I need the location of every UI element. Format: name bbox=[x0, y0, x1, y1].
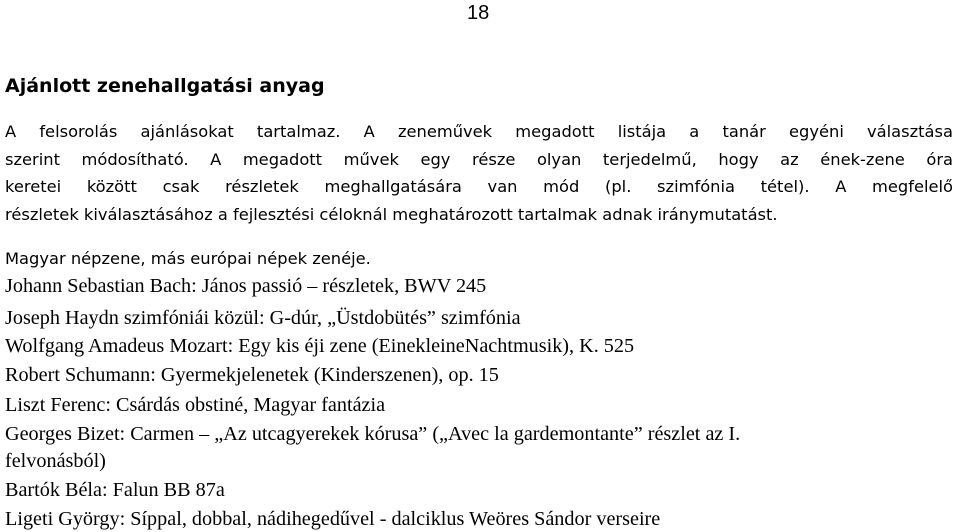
work-item: Robert Schumann: Gyermekjelenetek (Kinderszenen), op. 15 bbox=[5, 364, 499, 386]
section-heading: Ajánlott zenehallgatási anyag bbox=[5, 75, 325, 97]
work-item: Wolfgang Amadeus Mozart: Egy kis éji zene (EinekleineNachtmusik), K. 525 bbox=[5, 335, 635, 357]
intro-line: A felsorolás ajánlásokat tartalmaz. A zeneművek megadott listája a tanár egyéni választása bbox=[5, 122, 953, 141]
work-item: Joseph Haydn szimfóniái közül: G-dúr, „Üstdobütés” szimfónia bbox=[5, 307, 521, 329]
work-item: Liszt Ferenc: Csárdás obstiné, Magyar fantázia bbox=[5, 394, 386, 416]
work-item: Bartók Béla: Falun BB 87a bbox=[5, 479, 225, 501]
page-number: 18 bbox=[467, 2, 490, 24]
intro-line: keretei között csak részletek meghallgatására van mód (pl. szimfónia tétel). A megfelelő bbox=[5, 177, 953, 196]
work-item-continuation: felvonásból) bbox=[5, 450, 106, 472]
work-item: Georges Bizet: Carmen – „Az utcagyerekek kórusa” („Avec la gardemontante” részlet az I. bbox=[5, 423, 741, 445]
work-item: Ligeti György: Síppal, dobbal, nádihegedűvel - dalciklus Weöres Sándor verseire bbox=[5, 508, 661, 530]
intro-line: részletek kiválasztásához a fejlesztési céloknál meghatározott tartalmak adnak iránymutatást. bbox=[5, 204, 778, 224]
intro-paragraph bbox=[5, 118, 953, 228]
folk-music-line: Magyar népzene, más európai népek zenéje. bbox=[5, 249, 371, 268]
work-item: Johann Sebastian Bach: János passió – részletek, BWV 245 bbox=[5, 275, 487, 297]
intro-line: szerint módosítható. A megadott művek egy része olyan terjedelmű, hogy az ének-zene óra bbox=[5, 149, 953, 169]
